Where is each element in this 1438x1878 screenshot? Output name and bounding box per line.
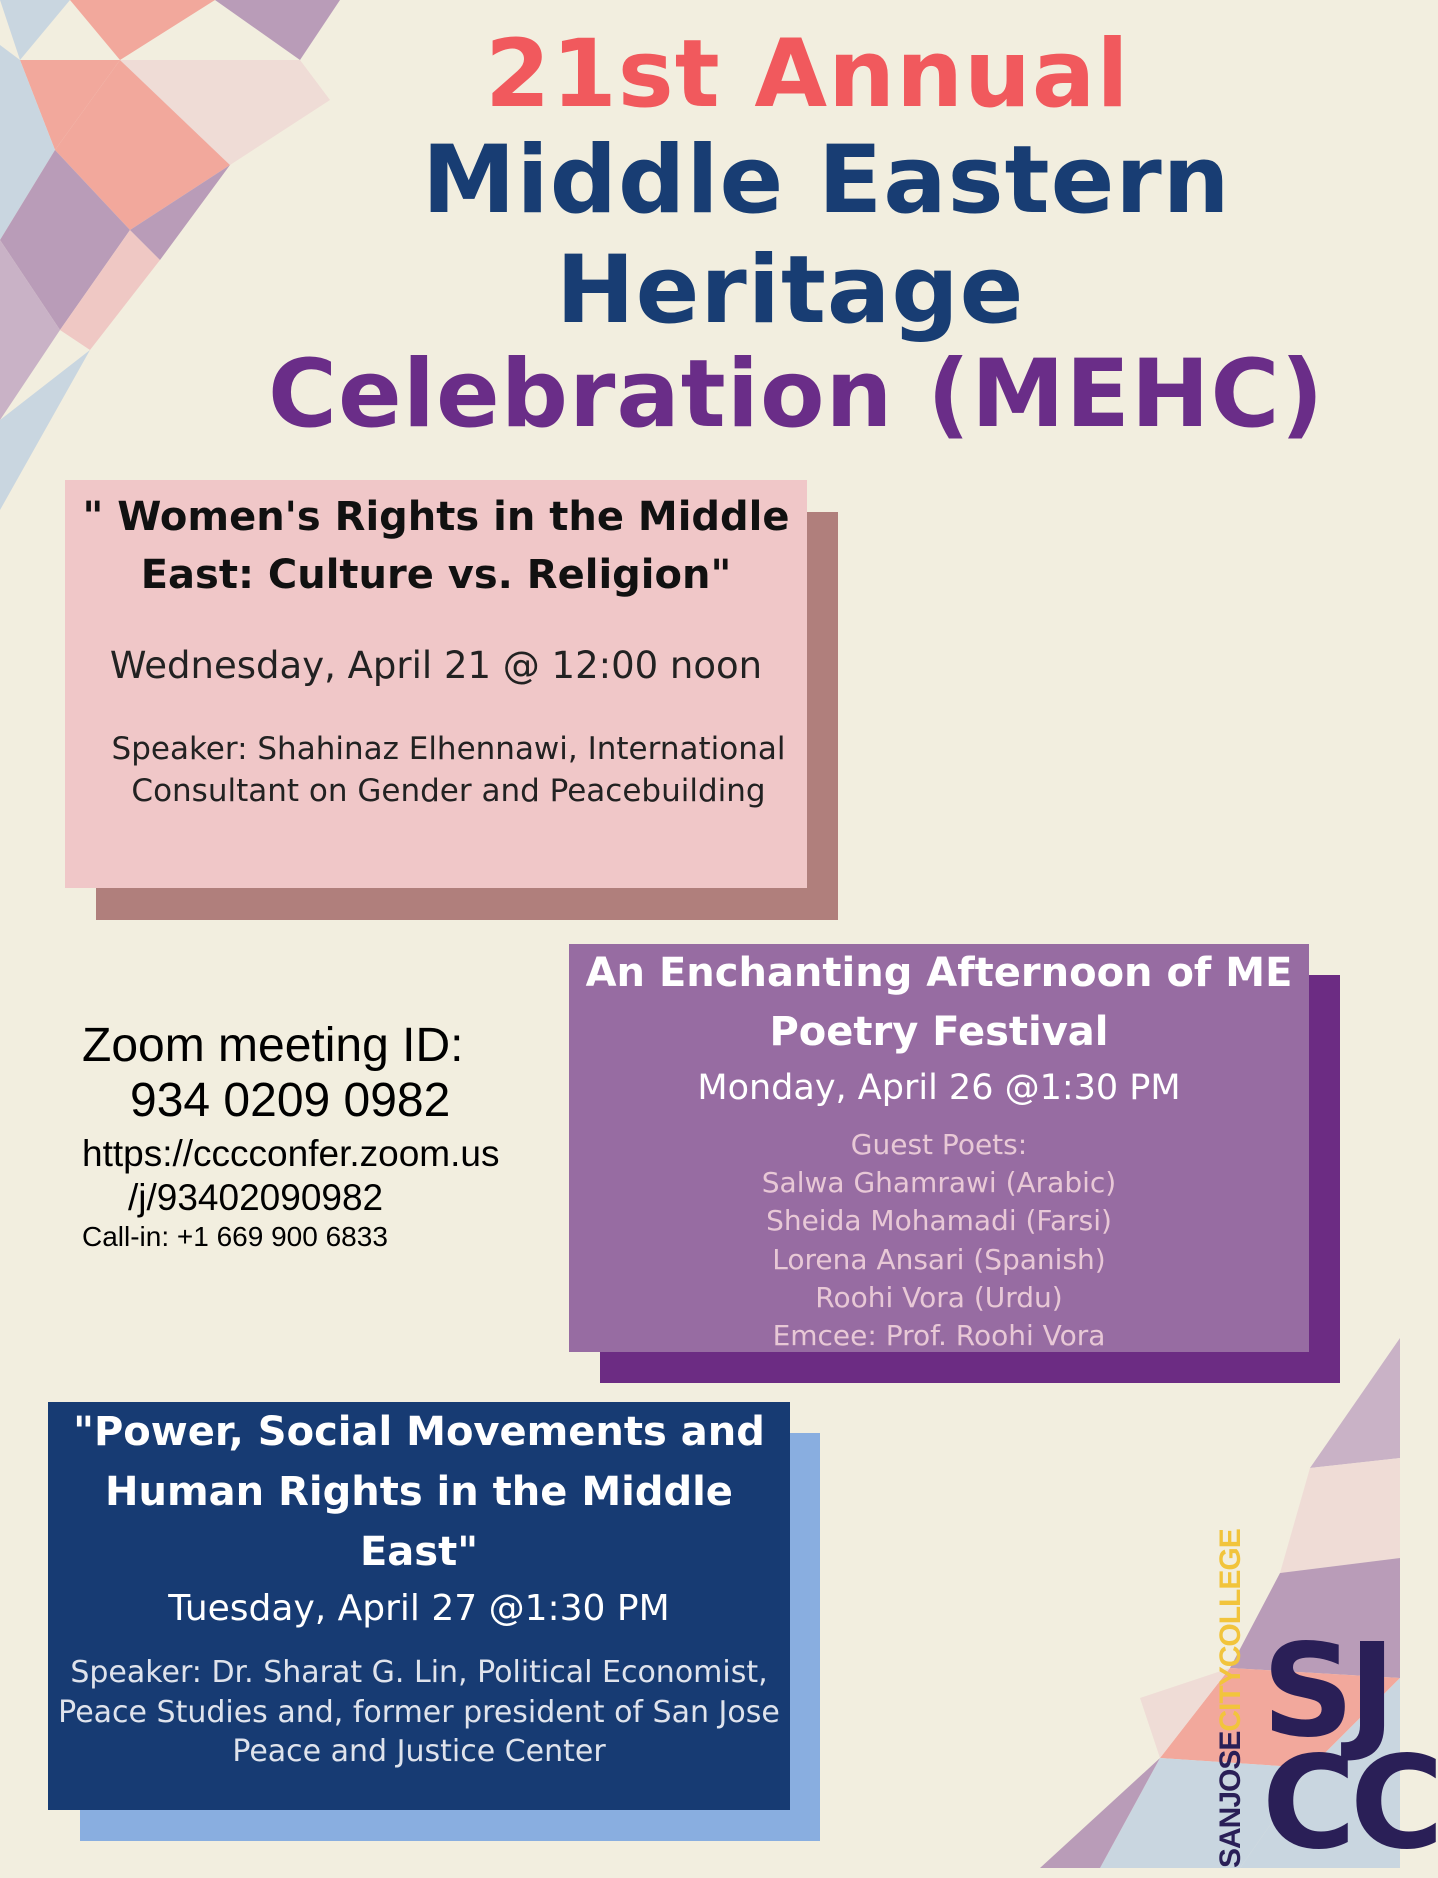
title-line-celebration: Celebration (MEHC) bbox=[268, 340, 1325, 449]
emcee-item: Emcee: Prof. Roohi Vora bbox=[772, 1319, 1106, 1353]
event-speaker-line: Speaker: Shahinaz Elhennawi, International bbox=[111, 731, 786, 767]
event-card-womens-rights bbox=[65, 480, 807, 888]
logo-letters-cc: CC bbox=[1262, 1729, 1438, 1878]
zoom-link-line: https://cccconfer.zoom.us bbox=[82, 1133, 500, 1174]
zoom-link[interactable] bbox=[82, 1132, 562, 1219]
event-card-title bbox=[569, 944, 1309, 1062]
poet-item: Lorena Ansari (Spanish) bbox=[772, 1242, 1106, 1276]
zoom-link-line: /j/93402090982 bbox=[128, 1176, 384, 1218]
event-speaker-line: Speaker: Dr. Sharat G. Lin, Political Economist, bbox=[70, 1655, 768, 1690]
event-card-poetry-festival bbox=[569, 944, 1309, 1352]
event-card-title bbox=[48, 1402, 790, 1582]
zoom-label: Zoom meeting ID: bbox=[82, 1019, 464, 1072]
poet-item: Roohi Vora (Urdu) bbox=[815, 1281, 1063, 1315]
event-card-title bbox=[65, 488, 807, 604]
event-speaker-line: Consultant on Gender and Peacebuilding bbox=[131, 772, 766, 809]
event-title-line: Human Rights in the Middle bbox=[105, 1469, 733, 1515]
title-year: 21st Annual bbox=[485, 20, 1130, 129]
zoom-info bbox=[82, 1018, 562, 1253]
event-title-line: Poetry Festival bbox=[769, 1008, 1109, 1055]
logo-letters-sj: SJ bbox=[1262, 1617, 1390, 1766]
event-date: Tuesday, April 27 @1:30 PM bbox=[168, 1588, 670, 1629]
guest-poets-heading: Guest Poets: bbox=[850, 1127, 1028, 1161]
event-speaker bbox=[48, 1653, 790, 1772]
logo-text-sanjose: SANJOSE bbox=[1214, 1731, 1247, 1868]
logo-text-citycollege: CITYCOLLEGE bbox=[1214, 1529, 1247, 1732]
event-title-line: East: Culture vs. Religion" bbox=[140, 552, 732, 598]
title-line-heritage: Heritage bbox=[556, 236, 1025, 345]
event-speaker bbox=[65, 729, 807, 813]
event-title-line: "Power, Social Movements and bbox=[73, 1409, 765, 1455]
logo-college-name bbox=[1214, 1529, 1248, 1868]
event-title-line: East" bbox=[359, 1529, 479, 1575]
event-date: Monday, April 26 @1:30 PM bbox=[697, 1067, 1181, 1108]
event-date: Wednesday, April 21 @ 12:00 noon bbox=[109, 644, 763, 687]
event-speaker-line: Peace Studies and, former president of San Jose bbox=[58, 1694, 780, 1730]
zoom-meeting-id: 934 0209 0982 bbox=[130, 1074, 451, 1127]
zoom-call-in: Call-in: +1 669 900 6833 bbox=[82, 1221, 388, 1253]
event-card-power-social-movements bbox=[48, 1402, 790, 1810]
guest-poets-list bbox=[569, 1126, 1309, 1356]
sjcc-logo bbox=[1262, 1617, 1438, 1878]
poet-item: Sheida Mohamadi (Farsi) bbox=[766, 1204, 1112, 1238]
event-title-line: An Enchanting Afternoon of ME bbox=[585, 950, 1293, 996]
title-line-middle-eastern: Middle Eastern bbox=[422, 126, 1231, 235]
poet-item: Salwa Ghamrawi (Arabic) bbox=[761, 1165, 1117, 1199]
event-title-line: " Women's Rights in the Middle bbox=[82, 494, 790, 540]
event-speaker-line: Peace and Justice Center bbox=[232, 1734, 606, 1770]
